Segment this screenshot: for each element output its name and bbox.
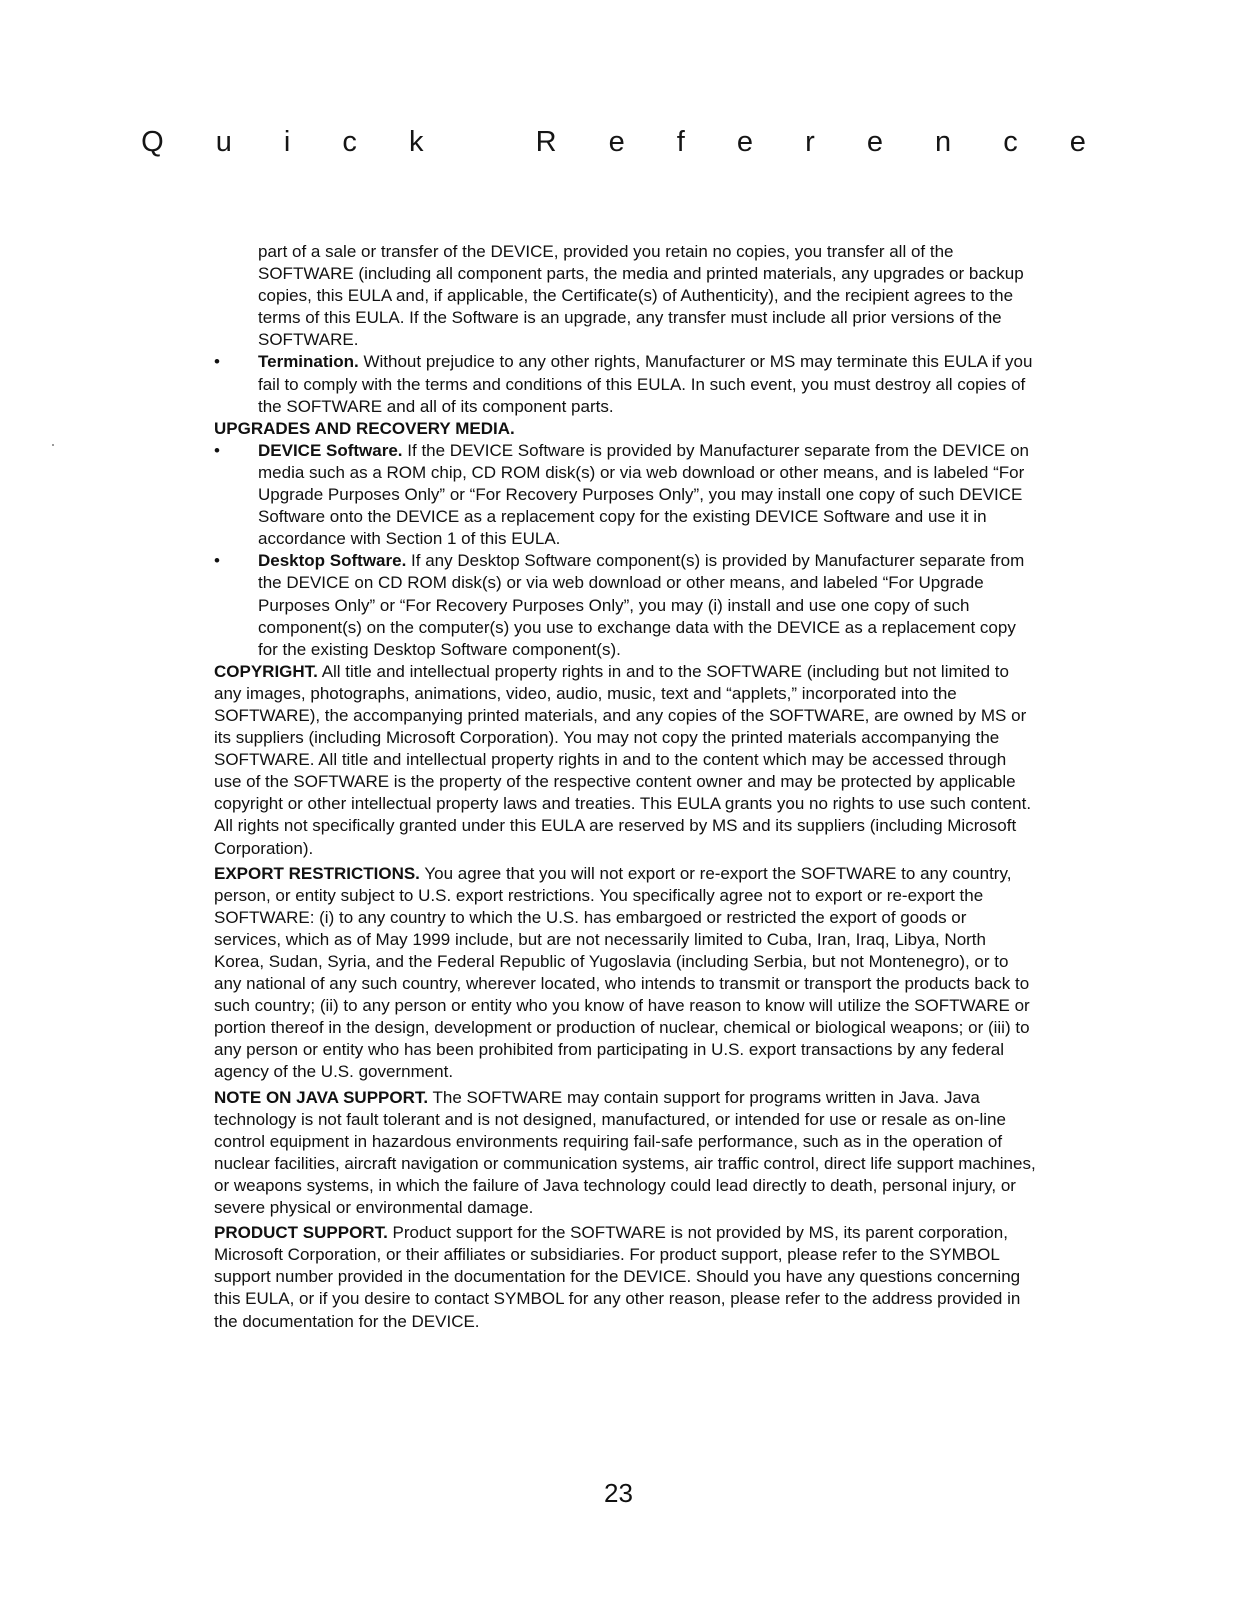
- export-restrictions-heading: EXPORT RESTRICTIONS.: [214, 863, 420, 883]
- desktop-software-text: If any Desktop Software component(s) is provided by Manufacturer separate from the DEVICE on CD ROM disk(s) or via web download or other means, and labeled “For Upgrade Purposes Only” or “For Recovery Purposes Only”, you may (i) install and use one copy of such component(s) on the computer(s) you use to exchange data with the DEVICE as a replacement copy for the existing Desktop Software component(s).: [258, 551, 1025, 659]
- product-support-heading: PRODUCT SUPPORT.: [214, 1223, 388, 1243]
- bullet-icon: •: [214, 551, 220, 571]
- termination-text: Without prejudice to any other rights, Manufacturer or MS may terminate this EULA if you fail to comply with the terms and conditions of this EULA. In such event, you must destroy all copies of the SOFTWARE and all of its component parts.: [258, 352, 1033, 416]
- upgrades-heading: UPGRADES AND RECOVERY MEDIA.: [214, 418, 515, 438]
- desktop-software-bullet-item: [214, 550, 1037, 660]
- device-software-bullet-item: [214, 440, 1037, 550]
- product-support-paragraph: [214, 1222, 1037, 1332]
- termination-bullet-item: [214, 351, 1037, 417]
- bullet-icon: •: [214, 352, 220, 372]
- desktop-software-heading: Desktop Software.: [258, 551, 407, 571]
- copyright-paragraph: [214, 661, 1037, 860]
- copyright-heading: COPYRIGHT.: [214, 661, 318, 681]
- java-support-heading: NOTE ON JAVA SUPPORT.: [214, 1087, 429, 1107]
- termination-heading: Termination.: [258, 352, 359, 372]
- java-support-text: The SOFTWARE may contain support for programs written in Java. Java technology is not fault tolerant and is not designed, manufactured, or intended for use or resale as on-line control equipment in hazardous environments requiring fail-safe performance, such as in the operation of nuclear facilities, aircraft navigation or communication systems, air traffic control, direct life support machines, or weapons systems, in which the failure of Java technology could lead directly to death, personal injury, or severe physical or environmental damage.: [214, 1087, 1036, 1218]
- page-header-title: Q u i c k R e f e r e n c e: [141, 126, 1108, 158]
- export-restrictions-paragraph: [214, 863, 1037, 1084]
- document-body: [214, 241, 1037, 1333]
- page-number: 23: [604, 1478, 633, 1508]
- transfer-continuation-paragraph: part of a sale or transfer of the DEVICE, provided you retain no copies, you transfer all of the SOFTWARE (including all component parts, the media and printed materials, any upgrades or backup copies, this EULA and, if applicable, the Certificate(s) of Authenticity), and the recipient agrees to the terms of this EULA. If the Software is an upgrade, any transfer must include all prior versions of the SOFTWARE.: [258, 242, 1024, 350]
- device-software-text: If the DEVICE Software is provided by Manufacturer separate from the DEVICE on media such as a ROM chip, CD ROM disk(s) or via web download or other means, and is labeled “For Upgrade Purposes Only” or “For Recovery Purposes Only”, you may install one copy of such DEVICE Software onto the DEVICE as a replacement copy for the existing DEVICE Software and use it in accordance with Section 1 of this EULA.: [258, 440, 1029, 549]
- device-software-heading: DEVICE Software.: [258, 440, 403, 460]
- bullet-icon: •: [214, 440, 220, 460]
- margin-mark: [52, 444, 54, 446]
- copyright-text: All title and intellectual property rights in and to the SOFTWARE (including but not limited to any images, photographs, animations, video, audio, music, text and “applets,” incorporated into the SOFTWARE), the accompanying printed materials, and any copies of the SOFTWARE, are owned by MS or its suppliers (including Microsoft Corporation). You may not copy the printed materials accompanying the SOFTWARE. All title and intellectual property rights in and to the content which may be accessed through use of the SOFTWARE is the property of the respective content owner and may be protected by applicable copyright or other intellectual property laws and treaties. This EULA grants you no rights to use such content. All rights not specifically granted under this EULA are reserved by MS and its suppliers (including Microsoft Corporation).: [214, 661, 1032, 858]
- product-support-text: Product support for the SOFTWARE is not provided by MS, its parent corporation, Microsoft Corporation, or their affiliates or subsidiaries. For product support, please refer to the SYMBOL support number provided in the documentation for the DEVICE. Should you have any questions concerning this EULA, or if you desire to contact SYMBOL for any other reason, please refer to the address provided in the documentation for the DEVICE.: [214, 1223, 1021, 1331]
- export-restrictions-text: You agree that you will not export or re-export the SOFTWARE to any country, person, or entity subject to U.S. export restrictions. You specifically agree not to export or re-export the SOFTWARE: (i) to any country to which the U.S. has embargoed or restricted the export of goods or services, which as of May 1999 include, but are not necessarily limited to Cuba, Iran, Iraq, Libya, North Korea, Sudan, Syria, and the Federal Republic of Yugoslavia (including Serbia, but not Montenegro), or to any national of any such country, wherever located, who intends to transmit or transport the products back to such country; (ii) to any person or entity who you know of have reason to know will utilize the SOFTWARE or portion thereof in the design, development or production of nuclear, chemical or biological weapons; or (iii) to any person or entity who has been prohibited from participating in U.S. export transactions by any federal agency of the U.S. government.: [214, 863, 1030, 1082]
- java-support-paragraph: [214, 1087, 1037, 1220]
